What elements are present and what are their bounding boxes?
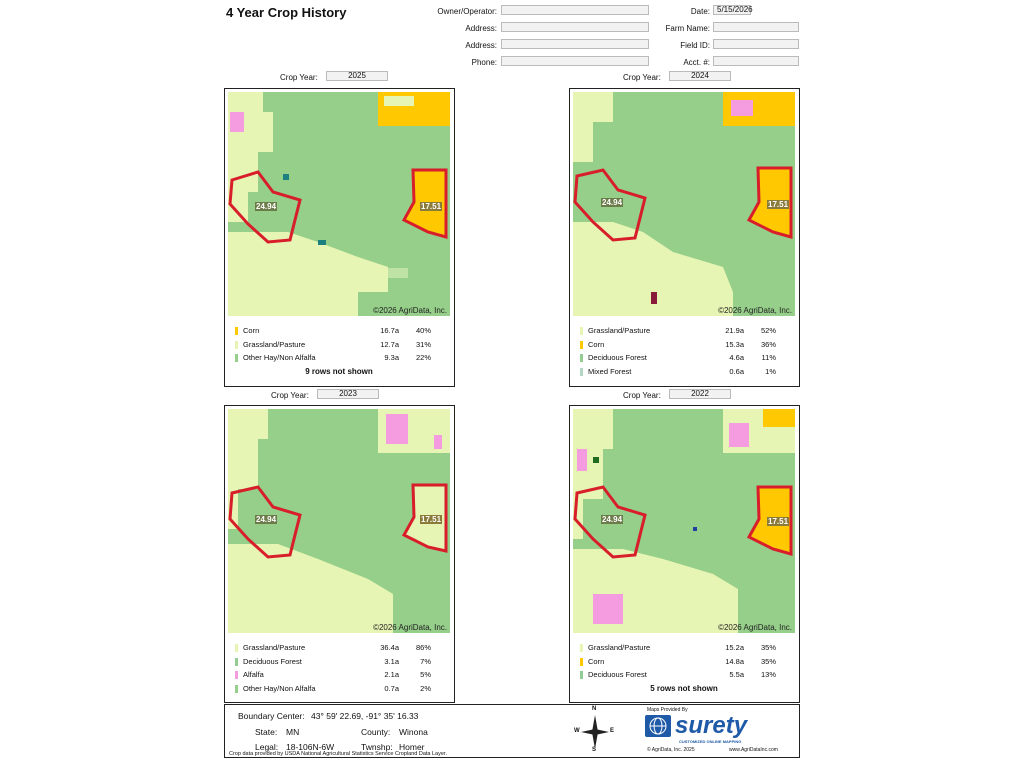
field-id-field[interactable]	[713, 39, 799, 49]
township-label: Twnshp:	[361, 742, 393, 752]
logo-powered-by: Maps Provided By	[647, 707, 688, 713]
address2-field[interactable]	[501, 39, 649, 49]
legend-name: Deciduous Forest	[588, 353, 647, 362]
legend-pct: 7%	[420, 656, 431, 666]
legend-row	[578, 669, 790, 683]
legend-name: Corn	[588, 656, 605, 666]
legend-acres: 16.7a	[380, 326, 399, 335]
state-value: MN	[286, 727, 300, 737]
legend-swatch	[580, 671, 583, 679]
crop-year-2024: 2024	[669, 71, 731, 81]
legend-name: Alfalfa	[243, 670, 264, 679]
crop-year-2025: 2025	[326, 71, 388, 81]
alfalfa-area	[731, 100, 753, 116]
legend-name: Mixed Forest	[588, 366, 632, 376]
rows-not-shown: 5 rows not shown	[650, 683, 718, 693]
legend-swatch	[235, 685, 238, 693]
field-label-west: 24.94	[602, 515, 623, 524]
legal-value: 18-106N-6W	[286, 742, 335, 752]
field-label-west: 24.94	[256, 202, 277, 211]
boundary-center-label: Boundary Center:	[238, 711, 305, 721]
crop-panel-2025	[224, 88, 455, 387]
legend-row	[578, 352, 790, 366]
legend-swatch	[580, 644, 583, 652]
map-copyright: ©2026 AgriData, Inc.	[718, 306, 792, 315]
map-copyright: ©2026 AgriData, Inc.	[373, 623, 447, 632]
legend-acres: 0.6a	[729, 366, 744, 376]
boundary-center-value: 43° 59' 22.69, -91° 35' 16.33	[311, 711, 419, 721]
legend-swatch	[580, 354, 583, 362]
crop-year-2022: 2022	[669, 389, 731, 399]
legend-name: Grassland/Pasture	[243, 339, 306, 349]
legend-pct: 22%	[415, 353, 431, 362]
legend-swatch	[235, 644, 238, 652]
county-value: Winona	[399, 727, 428, 737]
phone-label: Phone:	[471, 58, 497, 67]
legend-name: Corn	[588, 339, 605, 349]
legal-label: Legal:	[255, 742, 279, 752]
legend-pct: 2%	[420, 683, 431, 693]
legend-acres: 9.3a	[384, 353, 399, 362]
crop-panel-2022	[569, 405, 800, 703]
date-field[interactable]: 5/15/2026	[713, 5, 751, 15]
field-label-east: 17.51	[768, 200, 789, 209]
legend-row	[578, 339, 790, 353]
compass-rose-icon	[574, 706, 615, 755]
alfalfa-area	[577, 449, 587, 471]
legend-name: Corn	[243, 326, 260, 335]
owner-field[interactable]	[501, 5, 649, 15]
legend-pct: 35%	[760, 656, 776, 666]
legend-name: Grassland/Pasture	[243, 643, 306, 652]
legend-pct: 35%	[760, 643, 776, 652]
logo-tagline: CUSTOMIZED ONLINE MAPPING	[679, 739, 742, 744]
map-copyright: ©2026 AgriData, Inc.	[373, 306, 447, 315]
legend-swatch	[235, 658, 238, 666]
township-value: Homer	[399, 742, 425, 752]
alfalfa-area	[434, 435, 442, 449]
field-label-west: 24.94	[256, 515, 277, 524]
legend-acres: 15.3a	[725, 339, 744, 349]
address2-label: Address:	[465, 41, 497, 50]
logo-brand: surety	[675, 712, 748, 739]
globe-icon	[645, 715, 671, 737]
compass-s: S	[592, 747, 597, 753]
legend-acres: 14.8a	[725, 656, 744, 666]
crop-year-label: Crop Year:	[623, 391, 661, 400]
compass-w: W	[574, 728, 580, 734]
legend-name: Other Hay/Non Alfalfa	[243, 683, 316, 693]
legend-acres: 2.1a	[384, 670, 399, 679]
legend-pct: 11%	[761, 353, 776, 362]
field-label-west: 24.94	[602, 198, 623, 207]
crop-map-2025[interactable]	[228, 92, 450, 316]
legend-acres: 12.7a	[380, 339, 399, 349]
legend-row	[578, 366, 790, 380]
acct-field[interactable]	[713, 56, 799, 66]
owner-label: Owner/Operator:	[437, 7, 497, 16]
other-hay-area	[384, 96, 414, 106]
legend-name: Grassland/Pasture	[588, 643, 651, 652]
legend-row	[233, 339, 445, 353]
forest-patch	[283, 174, 289, 180]
legend-swatch	[580, 368, 583, 376]
legend-pct: 13%	[760, 670, 776, 679]
legend-acres: 0.7a	[384, 683, 399, 693]
field-label-east: 17.51	[768, 517, 789, 526]
legend-swatch	[235, 354, 238, 362]
farm-name-label: Farm Name:	[665, 24, 710, 33]
legend-row	[233, 656, 445, 670]
legend-pct: 86%	[415, 643, 431, 652]
legend-swatch	[235, 341, 238, 349]
alfalfa-area	[230, 112, 244, 132]
crop-year-label: Crop Year:	[280, 73, 318, 82]
legend-row	[578, 656, 790, 670]
legend-row	[233, 642, 445, 656]
map-copyright: ©2026 AgriData, Inc.	[718, 623, 792, 632]
alfalfa-area	[386, 414, 408, 444]
crop-year-label: Crop Year:	[623, 73, 661, 82]
field-label-east: 17.51	[421, 202, 442, 211]
legend-row	[233, 683, 445, 697]
legend-pct: 40%	[415, 326, 431, 335]
logo-copyright: © AgriData, Inc. 2025	[647, 747, 695, 753]
legend-swatch	[580, 658, 583, 666]
legend-2025	[233, 325, 445, 376]
data-source-note: Crop data provided by USDA National Agricultural Statistics Service Cropland Data Layer.	[229, 751, 447, 757]
water-patch	[693, 527, 697, 531]
legend-pct: 36%	[760, 339, 776, 349]
legend-acres: 21.9a	[725, 326, 744, 335]
legend-2024	[578, 325, 790, 379]
acct-label: Acct. #:	[683, 58, 710, 67]
field-id-label: Field ID:	[680, 41, 710, 50]
phone-field[interactable]	[501, 56, 649, 66]
other-hay-area	[388, 268, 408, 278]
crop-map-2023[interactable]	[228, 409, 450, 633]
state-label: State:	[255, 727, 278, 737]
crop-map-2022[interactable]	[573, 409, 795, 633]
alfalfa-area	[729, 423, 749, 447]
rows-not-shown: 9 rows not shown	[305, 366, 373, 376]
logo-url[interactable]: www.AgriDataInc.com	[729, 747, 778, 753]
legend-swatch	[235, 671, 238, 679]
legend-row	[578, 642, 790, 656]
legend-acres: 3.1a	[384, 656, 399, 666]
legend-pct: 5%	[420, 670, 431, 679]
legend-swatch	[580, 341, 583, 349]
legend-pct: 52%	[760, 326, 776, 335]
farm-name-field[interactable]	[713, 22, 799, 32]
legend-name: Deciduous Forest	[588, 670, 647, 679]
legend-swatch	[580, 327, 583, 335]
forest-patch	[651, 292, 657, 304]
compass-n: N	[592, 706, 597, 712]
legend-2023	[233, 642, 445, 696]
crop-panel-2024	[569, 88, 800, 387]
page-title: 4 Year Crop History	[226, 5, 347, 20]
alfalfa-area	[593, 594, 623, 624]
legend-acres: 15.2a	[725, 643, 744, 652]
county-label: County:	[361, 727, 391, 737]
legend-acres: 5.5a	[729, 670, 744, 679]
legend-pct: 1%	[765, 366, 776, 376]
legend-name: Other Hay/Non Alfalfa	[243, 353, 316, 362]
footer-info	[224, 704, 800, 758]
compass-e: E	[610, 728, 615, 734]
forest-patch	[318, 240, 326, 245]
legend-acres: 4.6a	[729, 353, 744, 362]
forest-patch	[593, 457, 599, 463]
address-label: Address:	[465, 24, 497, 33]
legend-name: Grassland/Pasture	[588, 326, 651, 335]
legend-pct: 31%	[415, 339, 431, 349]
legend-swatch	[235, 327, 238, 335]
legend-acres: 36.4a	[380, 643, 399, 652]
crop-year-label: Crop Year:	[271, 391, 309, 400]
legend-row	[578, 325, 790, 339]
legend-row	[233, 352, 445, 366]
corn-area	[763, 409, 795, 427]
field-label-east: 17.51	[421, 515, 442, 524]
surety-logo	[643, 707, 793, 755]
date-label: Date:	[690, 7, 710, 16]
legend-name: Deciduous Forest	[243, 656, 302, 666]
legend-row	[233, 669, 445, 683]
address-field[interactable]	[501, 22, 649, 32]
legend-2022	[578, 642, 790, 693]
legend-row	[233, 325, 445, 339]
crop-year-2023: 2023	[317, 389, 379, 399]
crop-panel-2023	[224, 405, 455, 703]
crop-map-2024[interactable]	[573, 92, 795, 316]
